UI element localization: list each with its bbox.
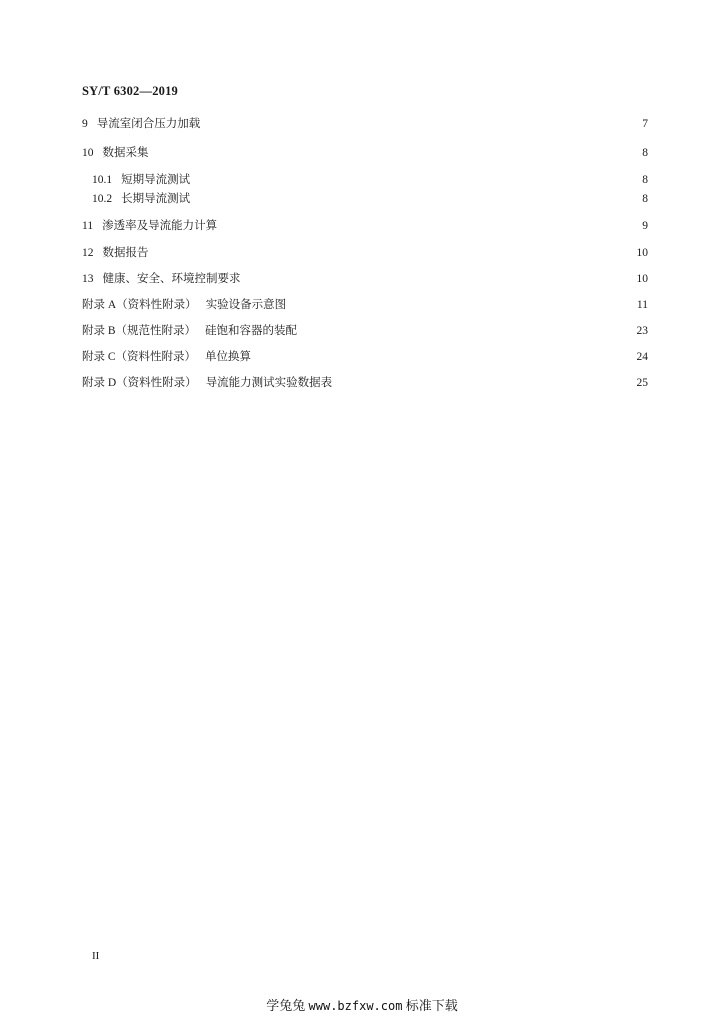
toc-entry-title: 硅饱和容器的装配 [205, 325, 298, 337]
toc-entry-title: 健康、安全、环境控制要求 [102, 273, 241, 285]
toc-entry-title: 数据报告 [102, 247, 149, 259]
toc-leader-dots [334, 373, 634, 385]
page-number: II [92, 950, 100, 962]
toc-appendix-entry[interactable] [82, 348, 648, 364]
toc-leader-dots [151, 243, 635, 255]
toc-appendix-label: 附录 D（资料性附录） [82, 377, 197, 389]
toc-appendix-entry[interactable] [82, 322, 648, 338]
toc-appendix-entry[interactable] [82, 374, 648, 390]
toc-leader-dots [243, 269, 635, 281]
toc-appendix-label: 附录 A（资料性附录） [82, 299, 197, 311]
watermark-url: www.bzfxw.com [308, 999, 403, 1013]
toc-entry-page: 23 [636, 325, 648, 337]
toc-entry-page: 10 [636, 247, 648, 259]
watermark-site-name: 学兔兔 [266, 998, 306, 1013]
toc-entry-title: 数据采集 [102, 147, 149, 159]
toc-entry-number: 11 [82, 220, 94, 232]
toc-leader-dots [299, 321, 634, 333]
toc-leader-dots [192, 170, 638, 182]
toc-entry-page: 10 [636, 273, 648, 285]
toc-leader-dots [288, 295, 635, 307]
toc-subentry[interactable] [92, 171, 648, 187]
toc-entry[interactable] [82, 115, 648, 131]
toc-entry-page: 9 [642, 220, 648, 232]
toc-leader-dots [219, 216, 638, 228]
toc-entry-title: 短期导流测试 [121, 174, 191, 186]
toc-entry-page: 8 [642, 147, 648, 159]
standard-code: SY/T 6302—2019 [82, 84, 178, 98]
toc-appendix-entry[interactable] [82, 296, 648, 312]
toc-entry[interactable] [82, 270, 648, 286]
toc-entry-title: 长期导流测试 [121, 193, 191, 205]
toc-entry[interactable] [82, 217, 648, 233]
toc-entry-number: 13 [82, 273, 94, 285]
toc-entry-page: 7 [642, 118, 648, 130]
toc-entry[interactable] [82, 144, 648, 160]
toc-entry-number: 10.2 [92, 193, 113, 205]
toc-entry-number: 9 [82, 118, 88, 130]
watermark-footer [0, 995, 724, 1014]
toc-leader-dots [151, 143, 639, 155]
toc-leader-dots [192, 189, 638, 201]
toc-entry-number: 10.1 [92, 174, 113, 186]
toc-leader-dots [253, 347, 634, 359]
toc-appendix-label: 附录 B（规范性附录） [82, 325, 197, 337]
toc-entry[interactable] [82, 244, 648, 260]
toc-entry-title: 单位换算 [205, 351, 252, 363]
toc-entry-page: 8 [642, 193, 648, 205]
toc-entry-page: 11 [636, 299, 648, 311]
toc-entry-page: 24 [636, 351, 648, 363]
toc-entry-title: 实验设备示意图 [205, 299, 287, 311]
toc-entry-title: 渗透率及导流能力计算 [102, 220, 218, 232]
toc-subentry[interactable] [92, 190, 648, 206]
toc-entry-number: 12 [82, 247, 94, 259]
toc-entry-number: 10 [82, 147, 94, 159]
toc-leader-dots [202, 114, 638, 126]
toc-entry-page: 8 [642, 174, 648, 186]
watermark-tagline: 标准下载 [405, 998, 458, 1013]
toc-entry-title: 导流室闭合压力加载 [96, 118, 201, 130]
toc-appendix-label: 附录 C（资料性附录） [82, 351, 197, 363]
toc-entry-page: 25 [636, 377, 648, 389]
toc-entry-title: 导流能力测试实验数据表 [205, 377, 333, 389]
